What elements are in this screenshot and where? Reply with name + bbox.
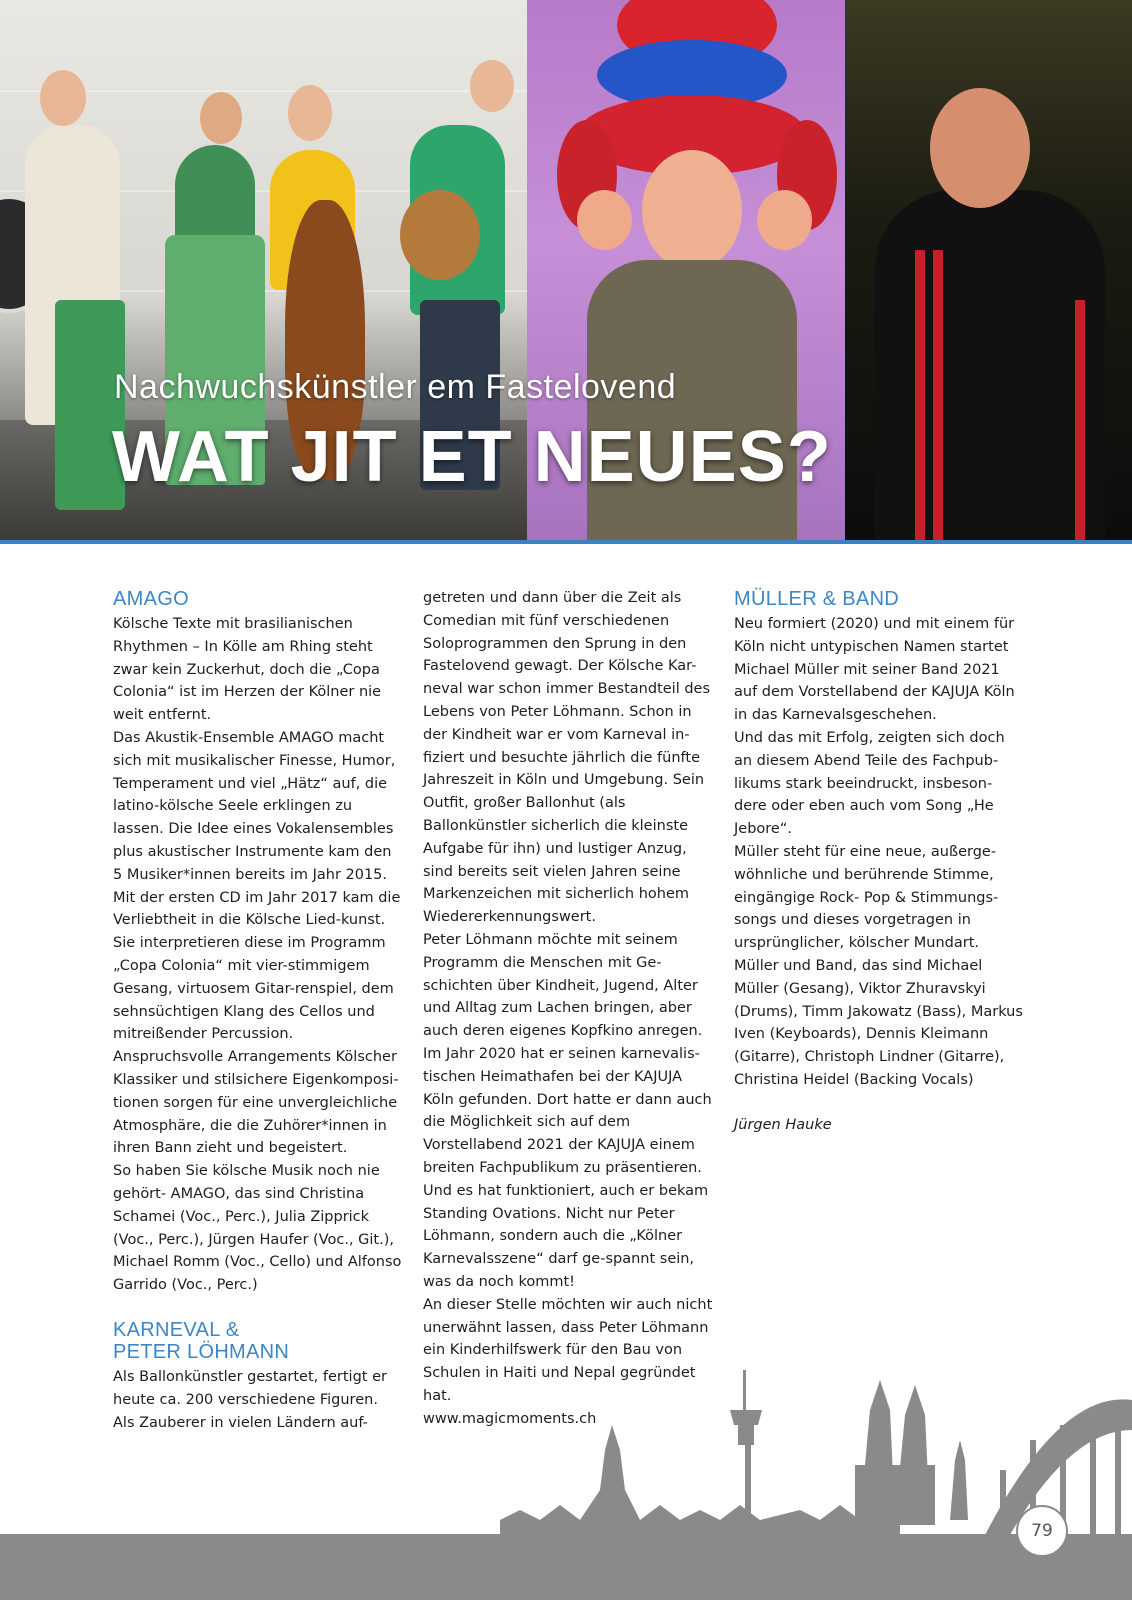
article-title: WAT JIT ET NEUES? [112, 417, 832, 497]
section-heading-amago: AMAGO [113, 588, 189, 610]
photo-mueller-band [845, 0, 1132, 540]
section-text-karneval: Als Ballonkünstler gestartet, fertigt er heute ca. 200 verschiedene Figuren. Als Zauberer in vielen Ländern auf- [113, 1368, 387, 1431]
section-heading-karneval-line2: PETER LÖHMANN [113, 1340, 290, 1363]
section-text-amago: Kölsche Texte mit brasilianischen Rhythmen – In Kölle am Rhing steht zwar kein Zuckerhut, doch die „Copa Colonia“ ist im Herzen der Kölner nie weit entfernt. Das Akustik-Ensemble AMAGO macht sich mit musikalischer Finesse, Humor, Temperament und viel „Hätz“ auf, die latino-kölsche Seele erklingen zu lassen. Die Idee eines Vokalensembles plus akustischer Instrumente kam den 5 Musiker*innen bereits im Jahr 2015. Mit der ersten CD im Jahr 2017 kam die Verliebtheit in die Kölsche Lied-kunst. Sie interpretieren diese im Programm „Copa Colonia“ mit vier-stimmigem Gesang, virtuosem Gitar-renspiel, dem sehnsüchtigen Klang des Cellos und mitreißender Percussion. Anspruchsvolle Arrangements Kölscher Klassiker und stilsichere Eigenkomposi-tionen sorgen für eine unvergleichliche Atmosphäre, die die Zuhörer*innen in ihren Bann zieht und begeistert. So haben Sie kölsche Musik noch nie gehört- AMAGO, das sind Christina Schamei (Voc., Perc.), Julia Zipprick (Voc., Perc.), Jürgen Haufer (Voc., Git.), Michael Romm (Voc., Cello) und Alfonso Garrido (Voc., Perc.) [113, 616, 402, 1294]
hero-divider [0, 540, 1132, 544]
section-text-loehmann: getreten und dann über die Zeit als Comedian mit fünf verschiedenen Soloprogrammen den Sprung in den Fastelovend gewagt. Der Kölsche Kar-neval war schon immer Bestandteil des Lebens von Peter Löhmann. Schon in der Kindheit war er vom Karneval in-fiziert und besuchte jährlich die fünfte Jahreszeit in Köln und Umgebung. Sein Outfit, großer Ballonhut (als Ballonkünstler sicherlich die kleinste Aufgabe für ihn) und lustiger Anzug, sind bereits seit vielen Jahren seine Markenzeichen mit sicherlich hohem Wiedererkennungswert. Peter Löhmann möchte mit seinem Programm die Menschen mit Ge-schichten über Kindheit, Jugend, Alter und Alltag zum Lachen bringen, aber auch deren eigenes Kopfkino anregen. Im Jahr 2020 hat er seinen karnevalis-tischen Heimathafen bei der KAJUJA Köln gefunden. Dort hatte er dann auch die Möglichkeit sich auf dem Vorstellabend 2021 der KAJUJA einem breiten Fachpublikum zu präsentieren. Und es hat funktioniert, auch er bekam Standing Ovations. Nicht nur Peter Löhmann, sondern auch die „Kölner Karnevalsszene“ darf ge-spannt sein, was da noch kommt! An dieser Stelle möchten wir auch nicht unerwähnt lassen, dass Peter Löhmann ein Kinderhilfswerk für den Bau von Schulen in Haiti und Nepal gegründet hat. www.magicmoments.ch [423, 590, 713, 1427]
column-2 [423, 587, 713, 1430]
page-number: 79 [1016, 1505, 1068, 1557]
column-1 [113, 588, 403, 1434]
section-text-mueller: Neu formiert (2020) und mit einem für Köln nicht untypischen Namen startet Michael Müller mit seiner Band 2021 auf dem Vorstellabend der KAJUJA Köln in das Karnevalsgeschehen. Und das mit Erfolg, zeigten sich doch an diesem Abend Teile des Fachpub-likums stark beeindruckt, insbeson-dere oder eben auch vom Song „He Jebore“. Müller steht für eine neue, außerge-wöhnliche und berührende Stimme, eingängige Rock- Pop & Stimmungs-songs und dieses vorgetragen in ursprünglicher, kölscher Mundart. Müller und Band, das sind Michael Müller (Gesang), Viktor Zhuravskyi (Drums), Timm Jakowatz (Bass), Markus Iven (Keyboards), Dennis Kleimann (Gitarre), Christoph Lindner (Gitarre), Christina Heidel (Backing Vocals) [734, 616, 1023, 1088]
section-heading-karneval-line1: KARNEVAL & [113, 1318, 240, 1341]
section-heading-mueller: MÜLLER & BAND [734, 588, 900, 610]
column-3 [734, 588, 1024, 1137]
author-byline: Jürgen Hauke [734, 1116, 832, 1133]
hero-photo-strip [0, 0, 1132, 540]
footer-bar [0, 1534, 1132, 1600]
article-kicker: Nachwuchskünstler em Fastelovend [114, 368, 677, 406]
